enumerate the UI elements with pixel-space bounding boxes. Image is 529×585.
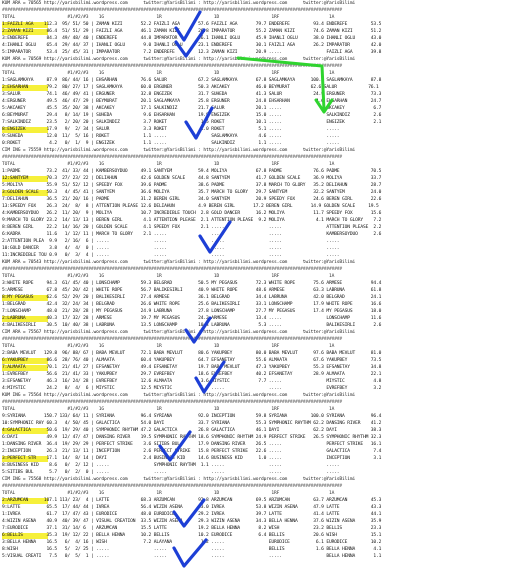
column-header: TOTAL #1/#2/#3 1G 1R 1D 1RF 1A (2, 407, 335, 412)
separator-line: ################################################################################################################################## (2, 400, 343, 405)
table-row: 8:WISH 16.5 5/ 2/ 25 | ..... ..... ..... BELLIS 1.6 BELLA HENNA 4.1 (2, 547, 382, 552)
table-row: 8:BEREN GIRL 22.2 14/ 16/ 20 | GOLDEN SCALE 4.1 SPEEDY FOX 2.1 ..... ..... ATTENTION PLEASE 2.2 (2, 225, 382, 230)
table-row: 8:BUSINESS KID 8.6 0/ 2/ 12 | ..... SYMPHONIC RHYTHM 1.1 ..... ..... ..... (2, 463, 340, 468)
table-row: 6:BELLIS 35.3 19/ 12/ 22 | BELLA HENNA 10.2 BELLIS 10.2 EURODICE 6.4 BELLIS 20.6 WISH 15.1 (2, 533, 382, 538)
column-header: TOTAL #1/#2/#3 1G 1R 1D 1RF 1A (2, 162, 335, 167)
table-row: 2:BABA MEVLUT 129.8 96/ 88/ 67 | BABA MEVLUT 72.1 BABA MEVLUT 80.6 YAKUPBEY 80.0 BABA MEVLUT 97.6 BABA MEVLUT 81.0 (2, 351, 382, 356)
table-row: 3:BELLA HENNA 16.5 6/ 4/ 16 | WISH 7.2 ALAYANA 1.2 ..... EURODICE 6.1 EURODICE 10.2 (2, 540, 382, 545)
table-row: 7:ALMAATA 70.1 21/ 41/ 27 | EFSANETAY 49.4 EFSANETAY 19.7 BABA MEVLUT 47.3 YAKUPBEY 55.3 EFSANETAY 34.8 (2, 365, 382, 370)
table-row: 3:PERFECT STR 17.1 14/ 8/ 14 | DAYI 2.4 BUSINESS KID 14.6 BUSINESS KID 1.0 ..... INCEPTION 3.1 (2, 456, 382, 461)
table-row: 4:GALACTICA 50.6 19/ 29/ 40 | SYMPHONIC RHYTHM 47.2 GALACTICA 26.8 GALACTICA 46.1 DAYI 62.2 DAYI 38.3 (2, 428, 382, 433)
table-row: 2:INCEPTION 26.3 21/ 13/ 11 | INCEPTION 2.6 PERFECT STRIKE 15.8 PERFECT STRIKE 22.6 ..... GALACTICA 7.4 (2, 449, 382, 454)
table-row: 5:MOLIYA 55.9 51/ 52/ 12 | SPEEDY FOX 39.6 PADME 38.6 PADME 37.8 MARCH TO GLORY 35.2 DELIAHUN 28.7 (2, 183, 382, 188)
table-row: 1:PADME 73.2 41/ 33/ 44 | KAMBERSOYDUO 49.1 SANTYEM 59.4 MOLIYA 67.8 PADME 76.6 PADME 70.5 (2, 169, 382, 174)
table-row: 5:VISUAL CREATI 7.5 0/ 5/ 1 | ..... ..... ..... ..... BELLA HENNA 1.1 (2, 554, 382, 559)
table-row: 4:IHANLI OGLU 65.4 29/ 44/ 37 | IHANLI OGLU 9.0 IHANLI OGLU 23.1 ENDEREFE 30.1 FAIZLI AGA 26.2 IMPARATOR 42.0 (2, 43, 382, 48)
table-row: 0:ROKET 4.2 0/ 1/ 9 | ENGIZEK 1.1 ..... SALKINDIZ 1.1 ..... ..... (2, 141, 340, 146)
table-row: 6:KADRA 11.6 1/ 12/ 11 | MARCH TO GLORY 2.1 ..... ..... ..... KAMBERSOYDUO 2.6 (2, 232, 382, 237)
table-row: 5:AKCAKEY 45.5 35/ 20/ 38 | AKCAKEY 17.1 SALKINDIZ 21.7 SALUR 20.1 ..... AKCAKEY 6.7 (2, 106, 382, 111)
table-row: 7:EURODICE 37.1 31/ 14/ 6 | ARZUMCAN 15.5 LATTE 19.2 BELLA HENNA 8.2 WISH 23.2 BELLIS 23.3 (2, 526, 382, 531)
table-row: 2:LABRUNA 40.3 17/ 32/ 28 | ARMESE 19.7 MY PEGASUS 24.2 ARMESE 13.4 ..... LONSCHAMP 11.6 (2, 316, 382, 321)
table-row: 3:ENDEREFE 84.3 49/ 48/ 40 | ENDEREFE 44.8 IMPARATOR 26.1 IHANLI OGLU 45.9 IHANLI OGLU 38.0 IHANLI OGLU 43.0 (2, 36, 382, 41)
separator-line: ################################################################################################################################## (2, 484, 343, 489)
race-header: CIM ING = 75559 http://yarisbilimi.wordpress.com twitter:@YarisBilimi : http://yarisbilimi.wordpress.com twitter:@YarisBilimi (2, 148, 356, 153)
table-row: 12:SANTYEM 70.3 27/ 23/ 22 | DELIAHUN 42.6 GOLDEN SCALE 44.8 SANTYEM 41.7 GOLDEN SCALE 36.9 MOLIYA 33.7 (2, 176, 382, 181)
table-row: 4:BALIKESIRLI 30.5 10/ 40/ 38 | LABRUNA 13.5 LONSCHAMP 10.4 LABRUNA 5.3 ..... BALIKESIRLI 2.6 (2, 323, 382, 328)
race-header: CIM ING = 75568 http://yarisbilimi.wordpress.com twitter:@YarisBilimi : http://yarisbilimi.wordpress.com twitter:@YarisBilimi (2, 477, 356, 482)
column-header: TOTAL #1/#2/#3 1G 1R 1D 1RF 1A (2, 491, 335, 496)
table-row: 4:MIYSTIC 24.2 8/ 4/ 6 | MIYSTIC 12.5 MIYSTIC 1.7 ..... ..... EVREFBEY 3.2 (2, 386, 382, 391)
table-row: 8:ENGIZEK 17.9 9/ 2/ 34 | SALUR 3.3 ROKET 1.0 ROKET 5.1 ..... ..... (2, 127, 340, 132)
table-row: 10:GOLD DANCER 3.8 4/ 4/ 0 | ..... ..... ..... ..... ..... (2, 246, 340, 251)
table-row: 1:SAGLAMKAYA 87.9 86/ 44/ 16 | EHSARHAN 76.6 SALUR 67.2 SAGLAMKAYA 67.8 SAGLAMKAYA 100.0 SAGLAMKAYA 87.8 (2, 78, 382, 83)
table-row: 7:SALKINDIZ 23.5 2/ 20/ 20 | SALKINDIZ 3.7 ROKET 1.5 ROKET 10.1 ..... ENGIZEK 2.1 (2, 120, 382, 125)
race-header: KUM ARA = 70543 http://yarisbilimi.wordpress.com twitter:@YarisBilimi : http://yarisbilimi.wordpress.com twitter:@YarisBilimi (2, 260, 356, 265)
table-row: 1:IVREA 61.7 17/ 47/ 43 | EURODICE 48.0 EURODICE 29.2 IVREA 39.7 LATTE 41.4 LATTE 44.1 (2, 512, 382, 517)
table-row: 5:ARMESE 67.8 45/ 20/ 42 | WHITE ROPE 56.7 BALIKESIRLI 40.9 WHITE ROPE 48.6 ARMESE 63.3 LABRUNA 61.8 (2, 288, 382, 293)
table-row: 6:YAKUPBEY 86.6 28/ 76/ 40 | ALMAATA 60.4 YAKUPBEY 64.7 EFSANETAY 55.6 ALMAATA 67.6 YAKUPBEY 73.5 (2, 358, 382, 363)
table-row: 2:ZAMAN KIZI 86.4 51/ 51/ 29 | FAIZLI AGA 46.1 ZAMAN KIZI 26.8 IMPARATOR 55.2 ZAMAN KIZI 74.6 ZAMAN KIZI 51.2 (2, 29, 382, 34)
race-header: KUM ARA = 70569 http://yarisbilimi.wordpress.com twitter:@YarisBilimi : http://yarisbilimi.wordpress.com twitter:@YarisBilimi (2, 57, 356, 62)
race-header: CIM ARA = 75567 http://yarisbilimi.wordpress.com twitter:@YarisBilimi : http://yarisbilimi.wordpress.com twitter:@YarisBilimi (2, 330, 356, 335)
table-row: 4:WIZIN ASENA 40.9 40/ 39/ 47 | VISUAL CREATION 33.5 WIZIN ASENA 29.3 WIZIN ASENA 34.3 BELLA HENNA 37.6 WIZIN ASENA 35.9 (2, 519, 382, 524)
table-row: 8:MY PEGASUS 62.6 52/ 29/ 20 | BALIKESIRLI 27.4 ARMESE 36.1 BELGRAD 34.4 LABRUNA 42.0 BELGRAD 24.1 (2, 295, 382, 300)
table-row: 3:SALUR 74.1 46/ 49/ 41 | ERGUNER 32.8 ENGIZEK 31.7 SUHEDA 41.3 SALUR 24.9 ERGUNER 73.3 (2, 92, 382, 97)
table-row: 9:SYRIANA 150.7 133/ 64/ 11 | SYRIANA 96.4 SYRIANA 92.0 INCEPTION 59.8 SYRIANA 100.0 SYRIANA 96.4 (2, 414, 382, 419)
table-row: 5:IMPARATOR 53.4 25/ 45/ 31 | IMPARATOR 7.2 ENDEREFE 12.3 ZAMAN KIZI 20.9 ..... FAIZLI AGA 39.8 (2, 50, 382, 55)
table-row: 5:SITIBS BUL 5.7 0/ 2/ 0 | ..... ..... ..... ..... ..... (2, 470, 340, 475)
table-row: 3:GOLDEN SCALE 50.3 4/ 45/ 41 | SANTYEM 36.6 MOLIYA 35.7 MARCH TO GLORY 29.7 SANTYEM 32.2 SANTYEM 24.0 (2, 190, 382, 195)
table-row: 2:ATTENTION PLEA 9.9 2/ 16/ 6 | ..... ..... ..... ..... ..... (2, 239, 340, 244)
table-row: 1:FAIZLI AGA 112.3 95/ 51/ 50 | ZAMAN KIZI 52.2 FAIZLI AGA 57.6 FAIZLI AGA 79.7 ENDEREFE 93.4 ENDEREFE 53.5 (2, 22, 382, 27)
separator-line: ################################################################################################################################## (2, 337, 343, 342)
table-row: 7:DELIAHUN 36.5 21/ 20/ 16 | PADME 31.2 BEREN GIRL 34.0 SANTYEM 20.9 SPEEDY FOX 24.6 BEREN GIRL 22.6 (2, 197, 382, 202)
table-row: 6:BEYMURAT 29.4 8/ 14/ 19 | SUHEDA 9.6 EHSARHAN 19.9 ENGIZEK 15.0 ..... SALKINDIZ 2.6 (2, 113, 382, 118)
table-row: 2:EHSARHAN 79.2 80/ 27/ 17 | SAGLAMKAYA 60.0 ERGUNER 50.3 AKCAKEY 46.0 BEYMURAT 62.6 SALUR 76.1 (2, 85, 379, 90)
table-row: 3:EFSANETAY 46.3 16/ 24/ 28 | EVREFBEY 12.6 ALMAATA 3.6 MIYSTIC 7.7 ..... MIYSTIC 4.8 (2, 379, 382, 384)
separator-line: ################################################################################################################################## (2, 155, 343, 160)
table-row: 9:SUHEDA 12.0 11/ 5/ 16 | ROKET 1.1 ..... SAGLAMKAYA 4.6 ..... ..... (2, 134, 340, 139)
table-row: 2:ARZUMCAN 107.1 113/ 23/ 4 | LATTE 68.3 ARZUMCAN 92.8 ARZUMCAN 69.5 ARZUMCAN 63.7 ARZUMCAN 45.3 (2, 498, 382, 503)
column-header: TOTAL #1/#2/#3 1G 1R 1D 1RF 1A (2, 274, 335, 279)
race-header: KUM ING = 75564 http://yarisbilimi.wordpress.com twitter:@YarisBilimi : http://yarisbilimi.wordpress.com twitter:@YarisBilimi (2, 393, 356, 398)
table-row: 7:LONSCHAMP 48.0 21/ 28/ 28 | MY PEGASUS 24.9 LABRUNA 27.8 LONSCHAMP 27.7 MY PEGASUS 17.4 MY PEGASUS 18.0 (2, 309, 382, 314)
table-row: 4:ERGUNER 49.5 46/ 47/ 29 | BEYMURAT 20.1 SAGLAMKAYA 25.8 ERGUNER 24.8 EHSARHAN 4.6 EHSARHAN 24.7 (2, 99, 382, 104)
table-row: 1:DANSING RIVER 36.4 19/ 29/ 29 | PERFECT STRIKE 3.6 SITIBS BUL 17.9 DANSING RIVER 26.5 ..... PERFECT STRIKE 16.1 (2, 442, 382, 447)
table-row: 9:LATTE 65.5 17/ 44/ 44 | IVREA 56.4 WIZIN ASENA 43.0 IVREA 53.8 WIZIN ASENA 47.9 LATTE 43.3 (2, 505, 382, 510)
table-row: 1:BELGRAD 42.4 32/ 24/ 34 | BELGRAD 26.6 WHITE ROPE 25.6 BALIKESIRLI 33.1 LONSCHAMP 17.9 WHITE ROPE 16.6 (2, 302, 382, 307)
table-row: 13:SPEEDY FOX 26.3 24/ 8/ 8 | ATTENTION PLEASE 12.6 DELIAHUN 4.9 BEREN GIRL 17.2 BEREN GIRL 14.9 GOLDEN SCALE 19.5 (2, 204, 379, 209)
table-row: 3:WHITE ROPE 94.3 61/ 45/ 40 | LONSCHAMP 59.3 BELGRAD 50.5 MY PEGASUS 72.3 WHITE ROPE 75.6 ARMESE 94.4 (2, 281, 382, 286)
table-row: 4:KAMBERSOYDUO 26.2 11/ 20/ 9 | MOLIYA 10.7 INCREDIBLE TOUCH 2.8 GOLD DANCER 16.2 MOLIYA 11.7 SPEEDY FOX 15.6 (2, 211, 382, 216)
separator-line: ################################################################################################################################## (2, 267, 343, 272)
column-header: TOTAL #1/#2/#3 1G 1R 1D 1RF 1A (2, 15, 335, 20)
column-header: TOTAL #1/#2/#3 1G 1R 1D 1RF 1A (2, 344, 335, 349)
table-row: 10:SYMPHONIC RHY 60.3 4/ 50/ 45 | GALACTICA 54.0 DAYI 33.7 SYRIANA 55.3 SYMPHONIC RHYTHM 62.2 DANSING RIVER 41.2 (2, 421, 382, 426)
table-row: 1:EVREFBEY 56.6 21/ 41/ 33 | YAKUPBEY 29.7 EVREFBEY 18.6 EVREFBEY 40.2 EFSANETAY 28.9 ALMAATA 22.1 (2, 372, 382, 377)
table-row: 6:DAYI 49.9 12/ 47/ 47 | DANSING RIVER 19.5 SYMPHONIC RHYTHM 18.6 SYMPHONIC RHYTHM 24.9 PERFECT STRIKE 26.5 SYMPHONIC RHYTHM 32.3 (2, 435, 382, 440)
separator-line: ################################################################################################################################## (2, 8, 343, 13)
separator-line: ################################################################################################################################## (2, 64, 343, 69)
column-header: TOTAL #1/#2/#3 1G 1R 1D 1RF 1A (2, 71, 335, 76)
race-header: KUM ARA = 70565 http://yarisbilimi.wordpress.com twitter:@YarisBilimi : http://yarisbilimi.wordpress.com twitter:@YarisBilimi (2, 1, 356, 6)
table-row: 9:MARCH TO GLORY 23.2 14/ 13/ 13 | BEREN GIRL 4.1 ATTENTION PLEASE 2.1 ATTENTION PLEASE 9.2 MOLIYA 4.1 MARCH TO GLORY 7.2 (2, 218, 382, 223)
table-row: 11:INCREDIBLE TOU 0.9 0/ 3/ 4 | ..... ..... ..... ..... ..... (2, 253, 340, 258)
